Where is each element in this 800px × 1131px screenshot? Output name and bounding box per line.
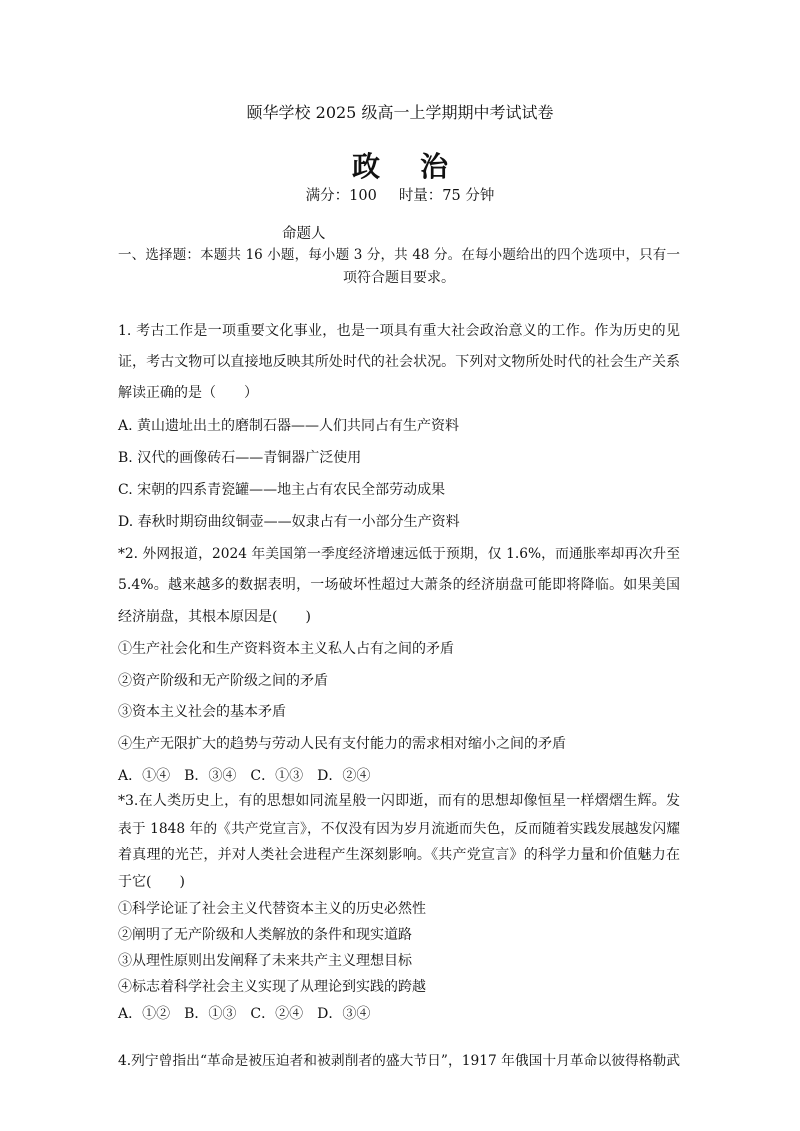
q3-statement-4: ④标志着科学社会主义实现了从理论到实践的跨越 [118,979,426,995]
question-setter: 命题人 [282,226,326,242]
q1-option-d: D. 春秋时期窃曲纹铜壶——奴隶占有一小部分生产资料 [118,514,460,530]
q2-stem-line: 经济崩盘，其根本原因是( ) [118,609,311,625]
q3-stem-line: 表于 1848 年的《共产党宣言》，不仅没有因为岁月流逝而失色，反而随着实践发展越发闪耀 [118,821,680,837]
section-line: 项符合题目要求。 [343,270,455,286]
section-line: 一、选择题：本题共 16 小题，每小题 3 分，共 48 分。在每小题给出的四个选项中，只有一 [118,247,680,263]
subject-char-2: 治 [420,150,449,183]
q3-stem-line: 着真理的光芒，并对人类社会进程产生深刻影响。《共产党宣言》的科学力量和价值魅力在 [118,847,680,863]
q1-option-b: B. 汉代的画像砖石——青铜器广泛使用 [118,450,362,466]
q3-answer-choices: A．①② B．①③ C．②④ D．③④ [118,1006,371,1022]
exam-meta [0,184,800,205]
q1-stem-line: 证，考古文物可以直接地反映其所处时代的社会状况。下列对文物所处时代的社会生产关系 [118,354,680,370]
subject-heading [0,145,800,185]
q2-statement-1: ①生产社会化和生产资料资本主义私人占有之间的矛盾 [118,641,454,657]
section-instructions [118,244,680,290]
q2-stem-line: 5.4%。越来越多的数据表明，一场破坏性超过大萧条的经济崩盘可能即将降临。如果美国 [118,577,680,593]
q1-stem-line: 1. 考古工作是一项重要文化事业，也是一项具有重大社会政治意义的工作。作为历史的见 [118,323,680,339]
full-score: 满分：100 [305,188,377,204]
q1-stem-line: 解读正确的是（ ） [118,385,258,401]
q2-statement-4: ④生产无限扩大的趋势与劳动人民有支付能力的需求相对缩小之间的矛盾 [118,736,566,752]
q2-statement-3: ③资本主义社会的基本矛盾 [118,704,286,720]
q2-statement-2: ②资产阶级和无产阶级之间的矛盾 [118,673,328,689]
subject-char-1: 政 [351,150,380,183]
q1-option-a: A. 黄山遗址出土的磨制石器——人们共同占有生产资料 [118,418,460,434]
q2-stem-line: *2. 外网报道，2024 年美国第一季度经济增速远低于预期，仅 1.6%，而通胀率却再次升至 [118,546,680,562]
q3-stem-line: 于它( ) [118,874,185,890]
time-limit: 时量：75 分钟 [398,188,495,204]
exam-title: 颐华学校 2025 级高一上学期期中考试试卷 [246,103,554,122]
q2-answer-choices: A．①④ B．③④ C．①③ D．②④ [118,768,371,784]
q3-stem-line: *3.在人类历史上，有的思想如同流星般一闪即逝，而有的思想却像恒星一样熠熠生辉。发 [118,793,680,809]
q3-statement-2: ②阐明了无产阶级和人类解放的条件和现实道路 [118,927,412,943]
q3-statement-3: ③从理性原则出发阐释了未来共产主义理想目标 [118,953,412,969]
q1-option-c: C. 宋朝的四系青瓷罐——地主占有农民全部劳动成果 [118,482,446,498]
q4-stem-line: 4.列宁曾指出“革命是被压迫者和被剥削者的盛大节日”，1917 年俄国十月革命以彼得格勒武 [118,1053,680,1069]
q3-statement-1: ①科学论证了社会主义代替资本主义的历史必然性 [118,901,426,917]
